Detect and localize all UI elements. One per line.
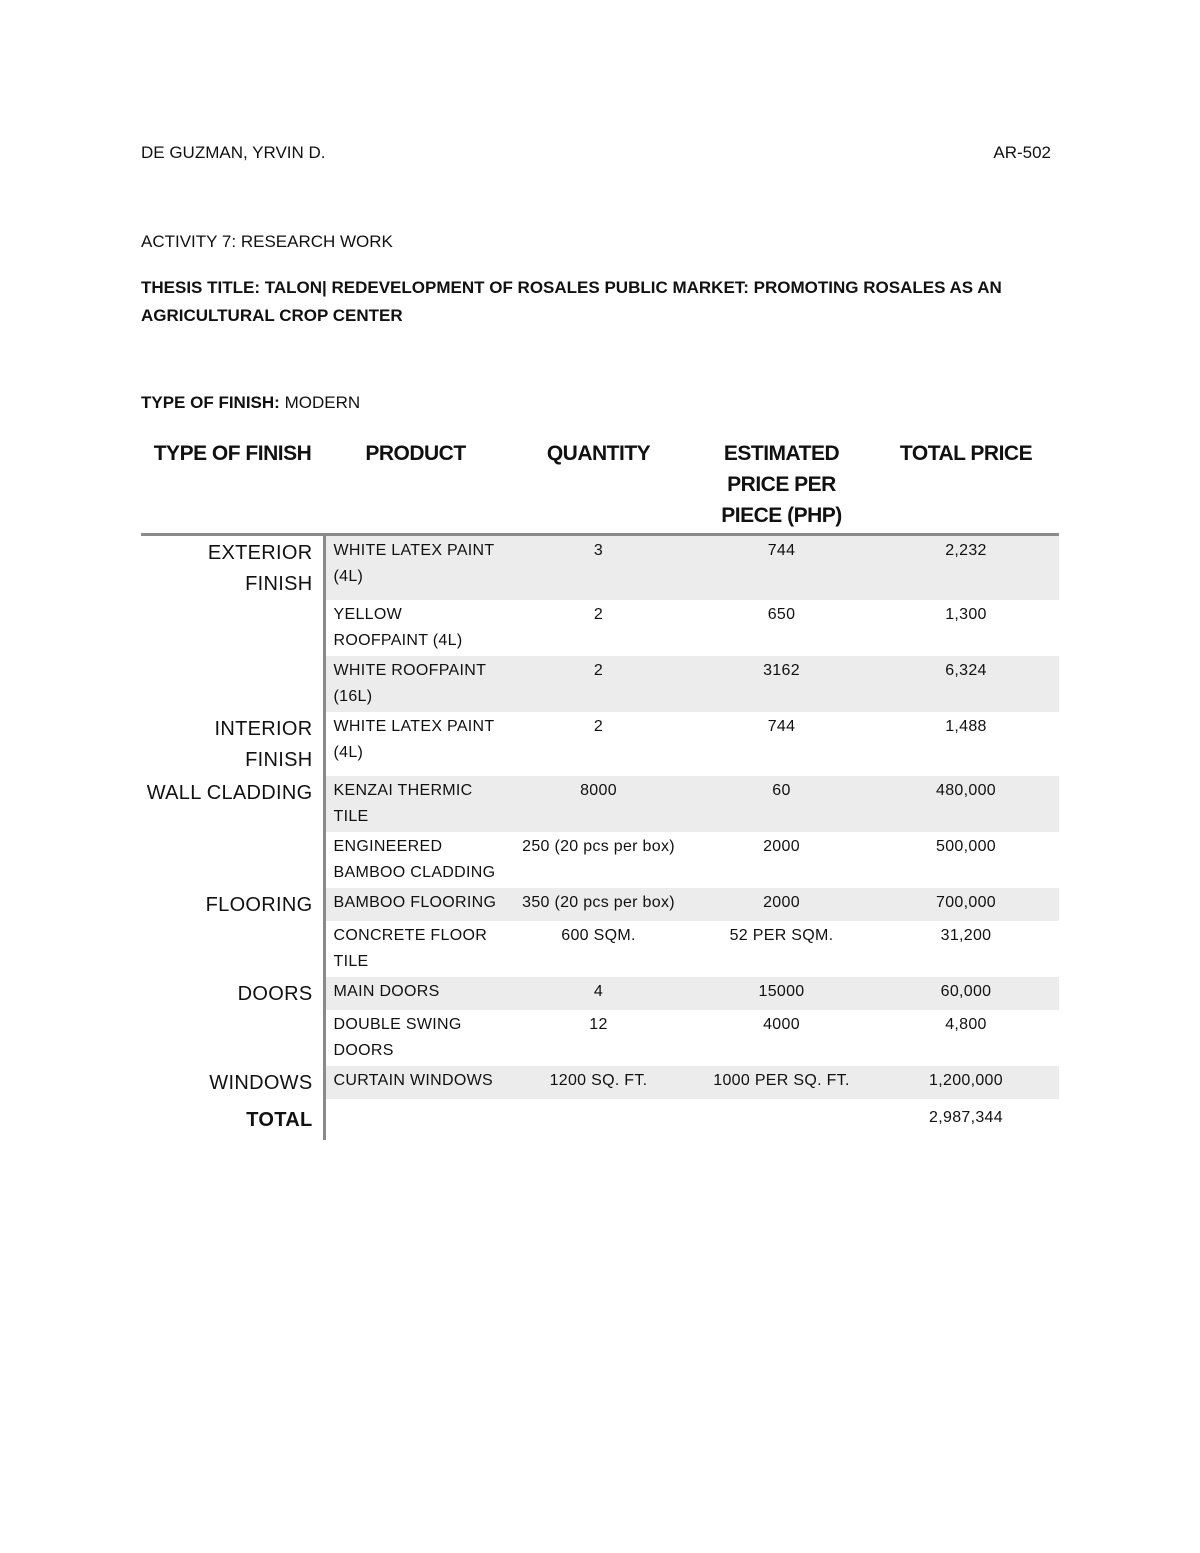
quantity-cell: 12: [589, 1016, 608, 1033]
price-cell: 1000 PER SQ. FT.: [690, 1066, 873, 1099]
table-row: [141, 535, 1059, 601]
header-total-price: TOTAL PRICE: [873, 434, 1059, 535]
table-row: [141, 656, 1059, 712]
price-cell: 2000: [690, 888, 873, 921]
category-cell: [141, 921, 324, 977]
quantity-cell: 8000: [507, 776, 690, 832]
price-cell: 650: [767, 606, 796, 623]
table-row: [141, 1010, 1059, 1066]
table-row: [141, 977, 1059, 1010]
product-cell: BAMBOO FLOORING: [324, 888, 507, 921]
total-price-cell: 31,200: [940, 927, 992, 944]
product-cell: CURTAIN WINDOWS: [324, 1066, 507, 1099]
total-price-cell: 4,800: [945, 1016, 987, 1033]
category-cell: [141, 600, 324, 656]
quantity-cell: 4: [507, 977, 690, 1010]
activity-title: ACTIVITY 7: RESEARCH WORK: [141, 232, 393, 251]
table-row: [141, 776, 1059, 832]
section-code: AR-502: [993, 143, 1051, 162]
finish-cost-table: [141, 434, 1059, 1140]
header-estimated-price: ESTIMATED PRICE PER PIECE (PHP): [690, 434, 873, 535]
product-cell: WHITE LATEX PAINT (4L): [324, 535, 507, 601]
product-cell: WHITE ROOFPAINT (16L): [324, 656, 507, 712]
category-cell: WINDOWS: [141, 1066, 324, 1099]
category-cell: [141, 656, 324, 712]
total-price-cell: 1,300: [945, 606, 987, 623]
price-cell: 4000: [763, 1016, 800, 1033]
finish-type-label: TYPE OF FINISH:: [141, 393, 280, 412]
quantity-cell: 350 (20 pcs per box): [507, 888, 690, 921]
total-value: 2,987,344: [929, 1109, 1003, 1126]
quantity-cell: 600 SQM.: [561, 927, 636, 944]
table-row: [141, 921, 1059, 977]
product-cell: ENGINEERED BAMBOO CLADDING: [333, 838, 496, 881]
product-cell: KENZAI THERMIC TILE: [324, 776, 507, 832]
price-cell: 15000: [690, 977, 873, 1010]
header-quantity: QUANTITY: [507, 434, 690, 535]
table-row: [141, 712, 1059, 776]
total-empty-cell: [324, 1099, 507, 1140]
category-cell: FLOORING: [141, 888, 324, 921]
total-empty-cell: [507, 1099, 690, 1140]
product-cell: DOUBLE SWING DOORS: [333, 1016, 462, 1059]
price-cell: 2000: [763, 838, 800, 855]
price-cell: 744: [690, 535, 873, 601]
price-cell: 3162: [690, 656, 873, 712]
total-price-cell: 700,000: [873, 888, 1059, 921]
table-row: [141, 832, 1059, 888]
table-row: [141, 600, 1059, 656]
product-cell: MAIN DOORS: [324, 977, 507, 1010]
quantity-cell: 2: [507, 656, 690, 712]
student-name: DE GUZMAN, YRVIN D.: [141, 143, 326, 162]
finish-type-value: MODERN: [284, 393, 361, 412]
quantity-cell: 250 (20 pcs per box): [522, 838, 675, 855]
category-cell: INTERIOR FINISH: [141, 712, 324, 776]
total-row: [141, 1099, 1059, 1140]
header-product: PRODUCT: [324, 434, 507, 535]
table-row: [141, 888, 1059, 921]
quantity-cell: 2: [593, 718, 604, 735]
price-cell: 744: [767, 718, 796, 735]
price-cell: 52 PER SQM.: [729, 927, 834, 944]
document-header: [141, 143, 1051, 163]
quantity-cell: 2: [593, 606, 604, 623]
total-price-cell: 60,000: [873, 977, 1059, 1010]
quantity-cell: 1200 SQ. FT.: [507, 1066, 690, 1099]
total-price-cell: 1,488: [945, 718, 987, 735]
table-body: [141, 535, 1059, 1141]
category-cell: DOORS: [141, 977, 324, 1010]
table-header-row: [141, 434, 1059, 535]
finish-type-line: [141, 393, 360, 413]
category-cell: WALL CLADDING: [141, 776, 324, 832]
product-cell: YELLOW ROOFPAINT (4L): [333, 606, 463, 649]
total-price-cell: 1,200,000: [873, 1066, 1059, 1099]
total-price-cell: 2,232: [873, 535, 1059, 601]
price-cell: 60: [690, 776, 873, 832]
header-type-of-finish: TYPE OF FINISH: [141, 434, 324, 535]
table-row: [141, 1066, 1059, 1099]
category-cell: [141, 832, 324, 888]
total-price-cell: 6,324: [873, 656, 1059, 712]
total-price-cell: 500,000: [936, 838, 996, 855]
thesis-title: THESIS TITLE: TALON| REDEVELOPMENT OF ROSALES PUBLIC MARKET: PROMOTING ROSALES AS AN AGRICULTURAL CROP CENTER: [141, 278, 1002, 325]
total-label: TOTAL: [141, 1099, 324, 1140]
total-price-cell: 480,000: [873, 776, 1059, 832]
product-cell: WHITE LATEX PAINT (4L): [333, 718, 495, 761]
product-cell: CONCRETE FLOOR TILE: [333, 927, 488, 970]
quantity-cell: 3: [507, 535, 690, 601]
category-cell: EXTERIOR FINISH: [141, 535, 324, 601]
total-empty-cell: [690, 1099, 873, 1140]
category-cell: [141, 1010, 324, 1066]
